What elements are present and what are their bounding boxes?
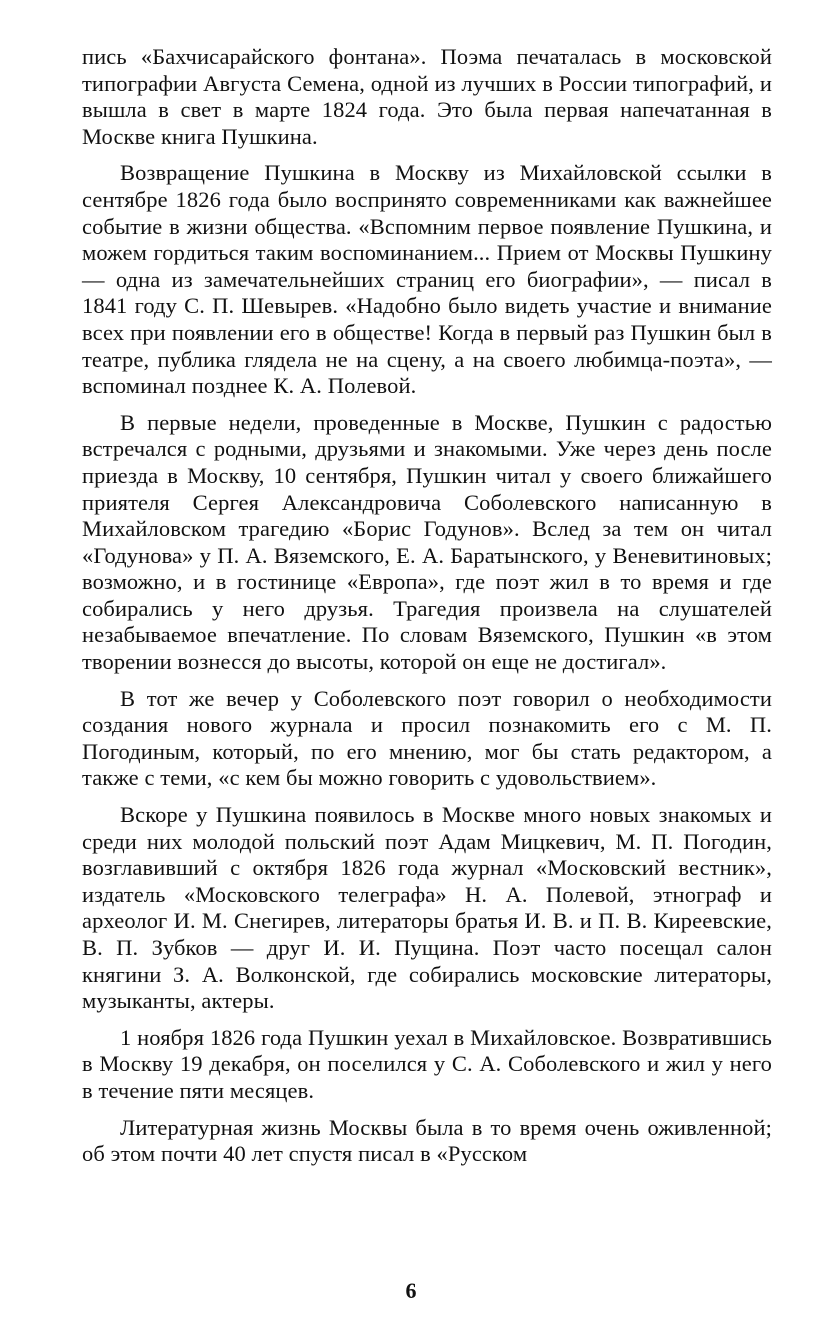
paragraph-7: Литературная жизнь Москвы была в то время очень оживленной; об этом почти 40 лет спустя писал в «Русском (82, 1114, 772, 1167)
paragraph-2: Возвращение Пушкина в Москву из Михайловской ссылки в сентябре 1826 года было воспринято современниками как важнейшее событие в жизни общества. «Вспомним первое появление Пушкина, и можем гордиться таким воспоминанием... Прием от Москвы Пушкину — одна из замечательнейших страниц его биографии», — писал в 1841 году С. П. Шевырев. «Надобно было видеть участие и внимание всех при появлении его в обществе! Когда в первый раз Пушкин был в театре, публика глядела не на сцену, а на своего любимца-поэта», — вспоминал позднее К. А. Полевой. (82, 160, 772, 399)
paragraph-6: 1 ноября 1826 года Пушкин уехал в Михайловское. Возвратившись в Москву 19 декабря, он поселился у С. А. Соболевского и жил у него в течение пяти месяцев. (82, 1024, 772, 1103)
paragraph-1: пись «Бахчисарайского фонтана». Поэма печаталась в московской типографии Августа Семена, одной из лучших в России типографий, и вышла в свет в марте 1824 года. Это была первая напечатанная в Москве книга Пушкина. (82, 44, 772, 149)
page-number: 6 (405, 1278, 417, 1303)
paragraph-4: В тот же вечер у Соболевского поэт говорил о необходимости создания нового журнала и просил познакомить его с М. П. Погодиным, который, по его мнению, мог бы стать редактором, а также с теми, «с кем бы можно говорить с удовольствием». (82, 685, 772, 791)
paragraph-3: В первые недели, проведенные в Москве, Пушкин с радостью встречался с родными, друзьями и знакомыми. Уже через день после приезда в Москву, 10 сентября, Пушкин читал у своего ближайшего приятеля Сергея Александровича Соболевского написанную в Михайловском трагедию «Борис Годунов». Вслед за тем он читал «Годунова» у П. А. Вяземского, Е. А. Баратынского, у Веневитиновых; возможно, и в гостинице «Европа», где поэт жил в то время и где собирались у него друзья. Трагедия произвела на слушателей незабываемое впечатление. По словам Вяземского, Пушкин «в этом творении вознесся до высоты, которой он еще не достигал». (82, 409, 772, 675)
paragraph-5: Вскоре у Пушкина появилось в Москве много новых знакомых и среди них молодой польский поэт Адам Мицкевич, М. П. Погодин, возглавивший с октября 1826 года журнал «Московский вестник», издатель «Московского телеграфа» Н. А. Полевой, этнограф и археолог И. М. Снегирев, литераторы братья И. В. и П. В. Киреевские, В. П. Зубков — друг И. И. Пущина. Поэт часто посещал салон княгини З. А. Волконской, где собирались московские литераторы, музыканты, актеры. (82, 802, 772, 1014)
page-body (82, 44, 772, 1168)
